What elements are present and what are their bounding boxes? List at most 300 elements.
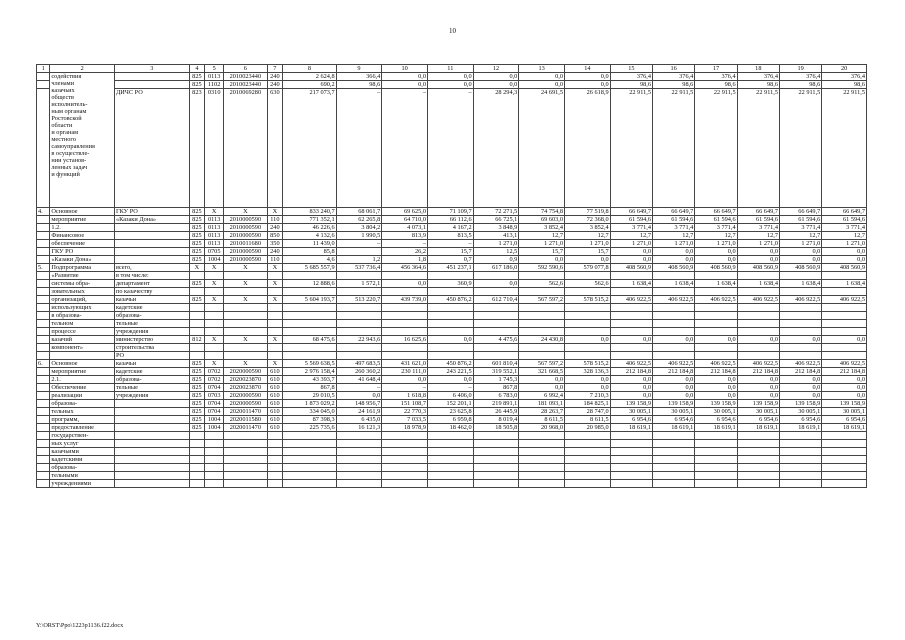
table-row (37, 224, 867, 232)
table-cell: 18 619,1 (779, 424, 821, 432)
table-cell (224, 464, 267, 472)
table-cell: 0,0 (565, 256, 611, 264)
table-cell (37, 464, 50, 472)
table-cell: 0,0 (382, 280, 428, 288)
table-cell: кадетскими (50, 456, 115, 464)
table-cell (610, 432, 652, 440)
table-cell: 12,7 (610, 232, 652, 240)
table-cell (695, 464, 737, 472)
table-cell: 26,2 (382, 248, 428, 256)
table-cell (50, 352, 115, 360)
table-cell: 8 611,5 (519, 416, 565, 424)
table-cell: 61 594,6 (610, 216, 652, 224)
table-cell: 825 (189, 296, 205, 304)
table-cell (427, 456, 473, 464)
table-cell: 406 922,5 (653, 360, 695, 368)
table-row (37, 232, 867, 240)
table-cell: 16 625,6 (382, 336, 428, 344)
table-cell (189, 328, 205, 336)
table-cell (114, 400, 189, 408)
table-cell: 0113 (205, 240, 224, 248)
table-cell (37, 320, 50, 328)
table-cell: 0,0 (610, 256, 652, 264)
table-cell: 72 271,5 (473, 208, 519, 216)
table-cell (37, 384, 50, 392)
table-cell: 0,0 (473, 81, 519, 89)
table-cell: 0,0 (737, 256, 779, 264)
table-cell: 28 747,0 (565, 408, 611, 416)
table-cell: – (382, 240, 428, 248)
table-cell: 24 161,9 (336, 408, 382, 416)
table-cell (267, 320, 283, 328)
table-cell: 2010000590 (224, 232, 267, 240)
table-cell: реализации (50, 392, 115, 400)
table-cell: 3 804,2 (336, 224, 382, 232)
column-number: 16 (653, 65, 695, 73)
table-cell: 0705 (205, 248, 224, 256)
table-cell: 825 (189, 416, 205, 424)
table-cell: 2010000590 (224, 256, 267, 264)
table-cell: 22 911,5 (610, 89, 652, 208)
table-cell: 406 922,5 (695, 296, 737, 304)
table-cell: 0,0 (473, 73, 519, 81)
table-cell: 0,0 (779, 384, 821, 392)
table-cell (427, 288, 473, 296)
continuation-line: Ростовской (51, 115, 82, 122)
table-cell (189, 320, 205, 328)
table-cell (37, 472, 50, 480)
table-cell (382, 344, 428, 352)
table-cell: 2020000590 (224, 392, 267, 400)
table-cell: 12,7 (653, 232, 695, 240)
table-cell: 825 (189, 73, 205, 81)
table-cell: X (267, 360, 283, 368)
table-cell (519, 432, 565, 440)
table-cell: 0,7 (427, 256, 473, 264)
table-cell: 578 515,2 (565, 296, 611, 304)
table-cell: 22 911,5 (779, 89, 821, 208)
column-number: 17 (695, 65, 737, 73)
table-cell (473, 352, 519, 360)
table-cell: 319 552,1 (473, 368, 519, 376)
table-cell: 61 594,6 (653, 216, 695, 224)
column-number: 8 (283, 65, 336, 73)
table-cell: X (224, 280, 267, 288)
table-cell (473, 328, 519, 336)
table-cell (37, 432, 50, 440)
table-cell (822, 320, 867, 328)
table-cell: 1 271,0 (565, 240, 611, 248)
table-cell: 1 873 029,2 (283, 400, 336, 408)
continuation-line: исполнитель- (51, 101, 88, 108)
table-cell: 12,7 (737, 232, 779, 240)
table-cell: 26 445,9 (473, 408, 519, 416)
table-cell: 110 (267, 216, 283, 224)
column-number: 7 (267, 65, 283, 73)
column-number: 4 (189, 65, 205, 73)
table-cell: 406 922,5 (822, 360, 867, 368)
table-cell: 408 560,9 (779, 264, 821, 272)
table-cell (37, 456, 50, 464)
table-cell: – (427, 240, 473, 248)
table-cell (610, 312, 652, 320)
table-cell: 61 594,6 (779, 216, 821, 224)
table-cell (267, 480, 283, 488)
table-row (37, 288, 867, 296)
table-cell: ДИЧС РО (114, 89, 189, 208)
table-cell: образова- (50, 400, 115, 408)
table-cell: 456 364,6 (382, 264, 428, 272)
table-cell: 1 271,0 (779, 240, 821, 248)
table-cell (695, 320, 737, 328)
table-cell (283, 328, 336, 336)
table-cell: 321 668,5 (519, 368, 565, 376)
table-cell: 1.2. (50, 224, 115, 232)
table-cell (382, 480, 428, 488)
table-cell: 30 005,1 (737, 408, 779, 416)
table-cell: 181 093,1 (519, 400, 565, 408)
table-cell: 1004 (205, 416, 224, 424)
table-cell: 212 184,8 (610, 368, 652, 376)
table-cell: 825 (189, 360, 205, 368)
table-cell (565, 448, 611, 456)
table-cell: 2020000590 (224, 368, 267, 376)
table-cell (283, 464, 336, 472)
table-cell (565, 432, 611, 440)
table-cell: 406 922,5 (779, 296, 821, 304)
table-cell: 6 435,0 (336, 416, 382, 424)
table-row (37, 424, 867, 432)
table-cell (653, 352, 695, 360)
table-cell: учреждения (114, 328, 189, 336)
table-cell (189, 480, 205, 488)
table-cell: 376,4 (653, 73, 695, 81)
table-cell: 98,6 (737, 81, 779, 89)
table-cell: 212 184,8 (737, 368, 779, 376)
table-cell (427, 432, 473, 440)
table-cell: обеспечение (50, 240, 115, 248)
table-cell (382, 352, 428, 360)
table-cell: 0,0 (653, 336, 695, 344)
table-cell (37, 232, 50, 240)
table-cell: 2010069280 (224, 89, 267, 208)
table-cell (336, 320, 382, 328)
table-cell (267, 472, 283, 480)
table-cell: 0,0 (336, 392, 382, 400)
table-cell: зовательных (50, 288, 115, 296)
table-cell: 64 710,0 (382, 216, 428, 224)
table-cell: 98,6 (336, 81, 382, 89)
table-cell (519, 320, 565, 328)
table-cell (336, 272, 382, 280)
table-cell: 6 954,6 (779, 416, 821, 424)
table-cell (737, 304, 779, 312)
table-cell (653, 288, 695, 296)
table-cell: – (336, 384, 382, 392)
table-cell: образова- (114, 312, 189, 320)
table-cell (610, 328, 652, 336)
table-cell: 0,0 (779, 392, 821, 400)
table-cell (427, 352, 473, 360)
table-cell: 0,0 (610, 384, 652, 392)
table-cell: 0,0 (473, 280, 519, 288)
table-cell: 612 710,4 (473, 296, 519, 304)
table-cell: ГКУ РО (114, 208, 189, 216)
table-cell (205, 312, 224, 320)
continuation-line: местного (51, 136, 76, 143)
table-cell: по казачеству (114, 288, 189, 296)
table-row (37, 216, 867, 224)
table-cell (382, 312, 428, 320)
table-row (37, 448, 867, 456)
table-cell: 0,0 (737, 248, 779, 256)
table-cell: 0,0 (519, 384, 565, 392)
table-cell (779, 432, 821, 440)
table-cell: 825 (189, 256, 205, 264)
table-cell: 812 (189, 336, 205, 344)
table-row (37, 464, 867, 472)
table-cell (114, 472, 189, 480)
table-cell: предоставление (50, 424, 115, 432)
table-cell: 61 594,6 (695, 216, 737, 224)
table-cell: 43 393,7 (283, 376, 336, 384)
table-cell: 6 992,4 (519, 392, 565, 400)
table-cell: 0,0 (737, 384, 779, 392)
table-cell: X (267, 264, 283, 272)
table-cell (695, 344, 737, 352)
table-cell (653, 480, 695, 488)
table-cell: 0,0 (565, 376, 611, 384)
table-cell: 66 649,7 (737, 208, 779, 216)
table-row (37, 408, 867, 416)
table-cell (565, 344, 611, 352)
table-cell: 451 237,1 (427, 264, 473, 272)
table-cell: 0,0 (779, 248, 821, 256)
table-cell (205, 480, 224, 488)
table-cell: 1102 (205, 81, 224, 89)
table-cell: 0,0 (695, 248, 737, 256)
table-cell: 0,0 (519, 73, 565, 81)
table-cell (779, 472, 821, 480)
table-cell (822, 448, 867, 456)
table-cell (737, 472, 779, 480)
table-cell: 18 978,9 (382, 424, 428, 432)
table-cell: 562,6 (519, 280, 565, 288)
table-cell: 139 158,9 (737, 400, 779, 408)
table-cell (695, 440, 737, 448)
table-cell (653, 304, 695, 312)
table-cell (382, 432, 428, 440)
table-cell: – (382, 384, 428, 392)
table-cell (283, 352, 336, 360)
table-cell: 0,0 (737, 392, 779, 400)
table-cell: казачий (50, 336, 115, 344)
table-cell (205, 272, 224, 280)
table-cell (519, 288, 565, 296)
table-cell (189, 440, 205, 448)
table-cell (473, 464, 519, 472)
table-cell: – (336, 240, 382, 248)
table-cell (205, 456, 224, 464)
column-number: 5 (205, 65, 224, 73)
table-cell (822, 328, 867, 336)
table-cell: 8 611,5 (565, 416, 611, 424)
table-cell: 22 911,5 (737, 89, 779, 208)
table-cell (114, 408, 189, 416)
continuation-line: содействия (51, 73, 82, 80)
table-cell (653, 472, 695, 480)
table-cell (473, 480, 519, 488)
table-cell: 0,0 (519, 376, 565, 384)
table-cell (653, 328, 695, 336)
table-cell (427, 328, 473, 336)
table-cell: 18 619,1 (695, 424, 737, 432)
continuation-line: ным органам (51, 108, 87, 115)
table-row (37, 73, 867, 81)
table-cell (382, 440, 428, 448)
table-cell: 66 649,7 (779, 208, 821, 216)
table-cell: 0,0 (737, 336, 779, 344)
table-cell (427, 304, 473, 312)
table-cell: – (427, 89, 473, 208)
table-cell (779, 448, 821, 456)
table-cell: 87 398,3 (283, 416, 336, 424)
table-cell: 1 271,0 (610, 240, 652, 248)
table-cell: казачьи (114, 296, 189, 304)
table-cell (737, 480, 779, 488)
table-cell (610, 440, 652, 448)
table-cell: 1 271,0 (519, 240, 565, 248)
table-cell: 1 271,0 (653, 240, 695, 248)
table-cell (427, 312, 473, 320)
table-cell (737, 328, 779, 336)
table-cell: 22 911,5 (653, 89, 695, 208)
table-cell (189, 304, 205, 312)
table-cell: 1004 (205, 424, 224, 432)
table-cell (695, 472, 737, 480)
table-cell (189, 344, 205, 352)
table-cell: 0702 (205, 368, 224, 376)
table-cell: 260 360,2 (336, 368, 382, 376)
table-cell: 825 (189, 81, 205, 89)
table-cell: 579 077,8 (565, 264, 611, 272)
table-cell: 98,6 (822, 81, 867, 89)
table-cell: 4 132,6 (283, 232, 336, 240)
table-cell (779, 272, 821, 280)
table-cell: X (267, 208, 283, 216)
continuation-line: в осуществле- (51, 150, 90, 157)
table-cell: 152 201,1 (427, 400, 473, 408)
table-cell: 0704 (205, 408, 224, 416)
table-cell (737, 464, 779, 472)
table-cell (779, 304, 821, 312)
table-row (37, 256, 867, 264)
table-cell: учреждениями (50, 480, 115, 488)
table-cell: тельные (114, 320, 189, 328)
table-row (37, 392, 867, 400)
table-row (37, 208, 867, 216)
table-cell: 139 158,9 (695, 400, 737, 408)
table-cell (189, 312, 205, 320)
table-cell: 71 109,7 (427, 208, 473, 216)
table-cell: 0,0 (427, 73, 473, 81)
table-cell (737, 432, 779, 440)
table-cell: 5 569 638,5 (283, 360, 336, 368)
table-row (37, 328, 867, 336)
table-cell (653, 464, 695, 472)
column-number: 14 (565, 65, 611, 73)
column-number: 15 (610, 65, 652, 73)
table-cell: 6 954,6 (695, 416, 737, 424)
table-cell (37, 89, 50, 208)
table-cell (565, 464, 611, 472)
table-cell: тельными (50, 472, 115, 480)
table-cell: 610 (267, 424, 283, 432)
table-cell: 8 019,4 (473, 416, 519, 424)
table-cell (565, 288, 611, 296)
table-cell (336, 448, 382, 456)
table-cell: 1 572,1 (336, 280, 382, 288)
table-cell (822, 480, 867, 488)
table-cell: X (205, 264, 224, 272)
table-cell (822, 432, 867, 440)
table-cell (565, 312, 611, 320)
table-cell: 212 184,8 (695, 368, 737, 376)
table-cell: 98,6 (695, 81, 737, 89)
table-cell (37, 400, 50, 408)
table-cell: 66 649,7 (822, 208, 867, 216)
table-cell (37, 448, 50, 456)
table-cell (519, 464, 565, 472)
table-cell: 2010000590 (224, 216, 267, 224)
table-cell (205, 328, 224, 336)
table-cell (779, 464, 821, 472)
table-cell: 240 (267, 73, 283, 81)
table-cell: 66 649,7 (610, 208, 652, 216)
table-cell (189, 432, 205, 440)
table-cell: 62 265,8 (336, 216, 382, 224)
table-cell: 4. (37, 208, 50, 216)
table-cell: «Казаки Дона» (50, 256, 115, 264)
table-cell: 6 954,6 (737, 416, 779, 424)
table-cell (224, 288, 267, 296)
table-cell (779, 440, 821, 448)
table-cell (737, 272, 779, 280)
table-cell (695, 328, 737, 336)
table-cell (427, 272, 473, 280)
table-cell: 1,8 (382, 256, 428, 264)
table-cell: департамент (114, 280, 189, 288)
table-cell (224, 272, 267, 280)
table-cell: 4 073,1 (382, 224, 428, 232)
table-cell: 0702 (205, 376, 224, 384)
table-cell: 212 184,8 (779, 368, 821, 376)
table-cell: 24 691,5 (519, 89, 565, 208)
table-cell: 0113 (205, 224, 224, 232)
table-cell: 1 638,4 (822, 280, 867, 288)
table-cell (283, 344, 336, 352)
table-cell: 0,0 (382, 73, 428, 81)
table-cell (37, 480, 50, 488)
table-cell (205, 304, 224, 312)
table-cell: 825 (189, 376, 205, 384)
table-cell: 0,0 (382, 81, 428, 89)
table-cell (473, 448, 519, 456)
table-cell (822, 272, 867, 280)
table-cell (695, 448, 737, 456)
table-cell (205, 440, 224, 448)
table-row (37, 320, 867, 328)
